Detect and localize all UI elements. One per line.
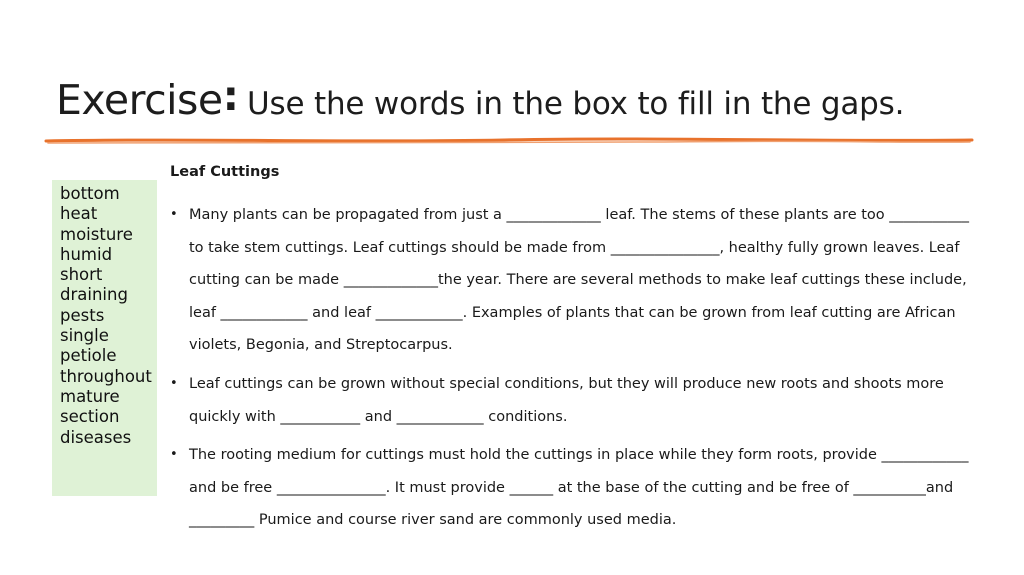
word-bank-item: diseases (60, 427, 132, 447)
word-bank-item: heat (60, 204, 98, 224)
bullet-item (170, 368, 980, 433)
bullet-item (170, 199, 980, 362)
bullet-item (170, 439, 980, 537)
page-title (56, 72, 905, 124)
word-bank-item: single (60, 326, 109, 346)
word-bank-item: mature (60, 386, 120, 406)
exercise-content (170, 161, 980, 543)
section-heading: Leaf Cuttings (170, 164, 280, 180)
word-bank-item: petiole (60, 346, 117, 366)
title-underline (44, 134, 974, 148)
word-bank (52, 180, 157, 496)
word-bank-item: pests (60, 305, 105, 325)
bullet-dot-icon: • (170, 207, 178, 222)
word-bank-item: humid (60, 244, 113, 264)
word-bank-item: section (60, 407, 120, 427)
bullet-dot-icon: • (170, 447, 178, 463)
word-bank-item: moisture (60, 224, 133, 244)
title-colon: : (222, 72, 240, 120)
word-bank-item: short (60, 265, 103, 285)
bullet-text: The rooting medium for cuttings must hold the cuttings in place while they form roots, provide ____________ and be free _______________. It must provide ______ at the base of the cutting and be free of __________and _________ Pumice and course river sand are commonly used media. (189, 447, 969, 529)
title-instruction: Use the words in the box to fill in the gaps. (247, 86, 905, 122)
word-bank-item: throughout (60, 366, 152, 386)
word-bank-item: bottom (60, 184, 120, 203)
bullet-text: Leaf cuttings can be grown without special conditions, but they will produce new roots and shoots more quickly with ___________ and ____________ conditions. (189, 375, 944, 425)
bullet-text: Many plants can be propagated from just a _____________ leaf. The stems of these plants are too ___________ to take stem cuttings. Leaf cuttings should be made from _______________, healthy fully grown leaves. Leaf cutting can be made _____________the year. There are several methods to make leaf cuttings these include, leaf ____________ and leaf ____________. Examples of plants that can be grown from leaf cutting are African violets, Begonia, and Streptocarpus. (189, 207, 970, 354)
word-bank-item: draining (60, 285, 128, 305)
bullet-dot-icon: • (170, 375, 178, 391)
title-exercise: Exercise (56, 76, 223, 124)
